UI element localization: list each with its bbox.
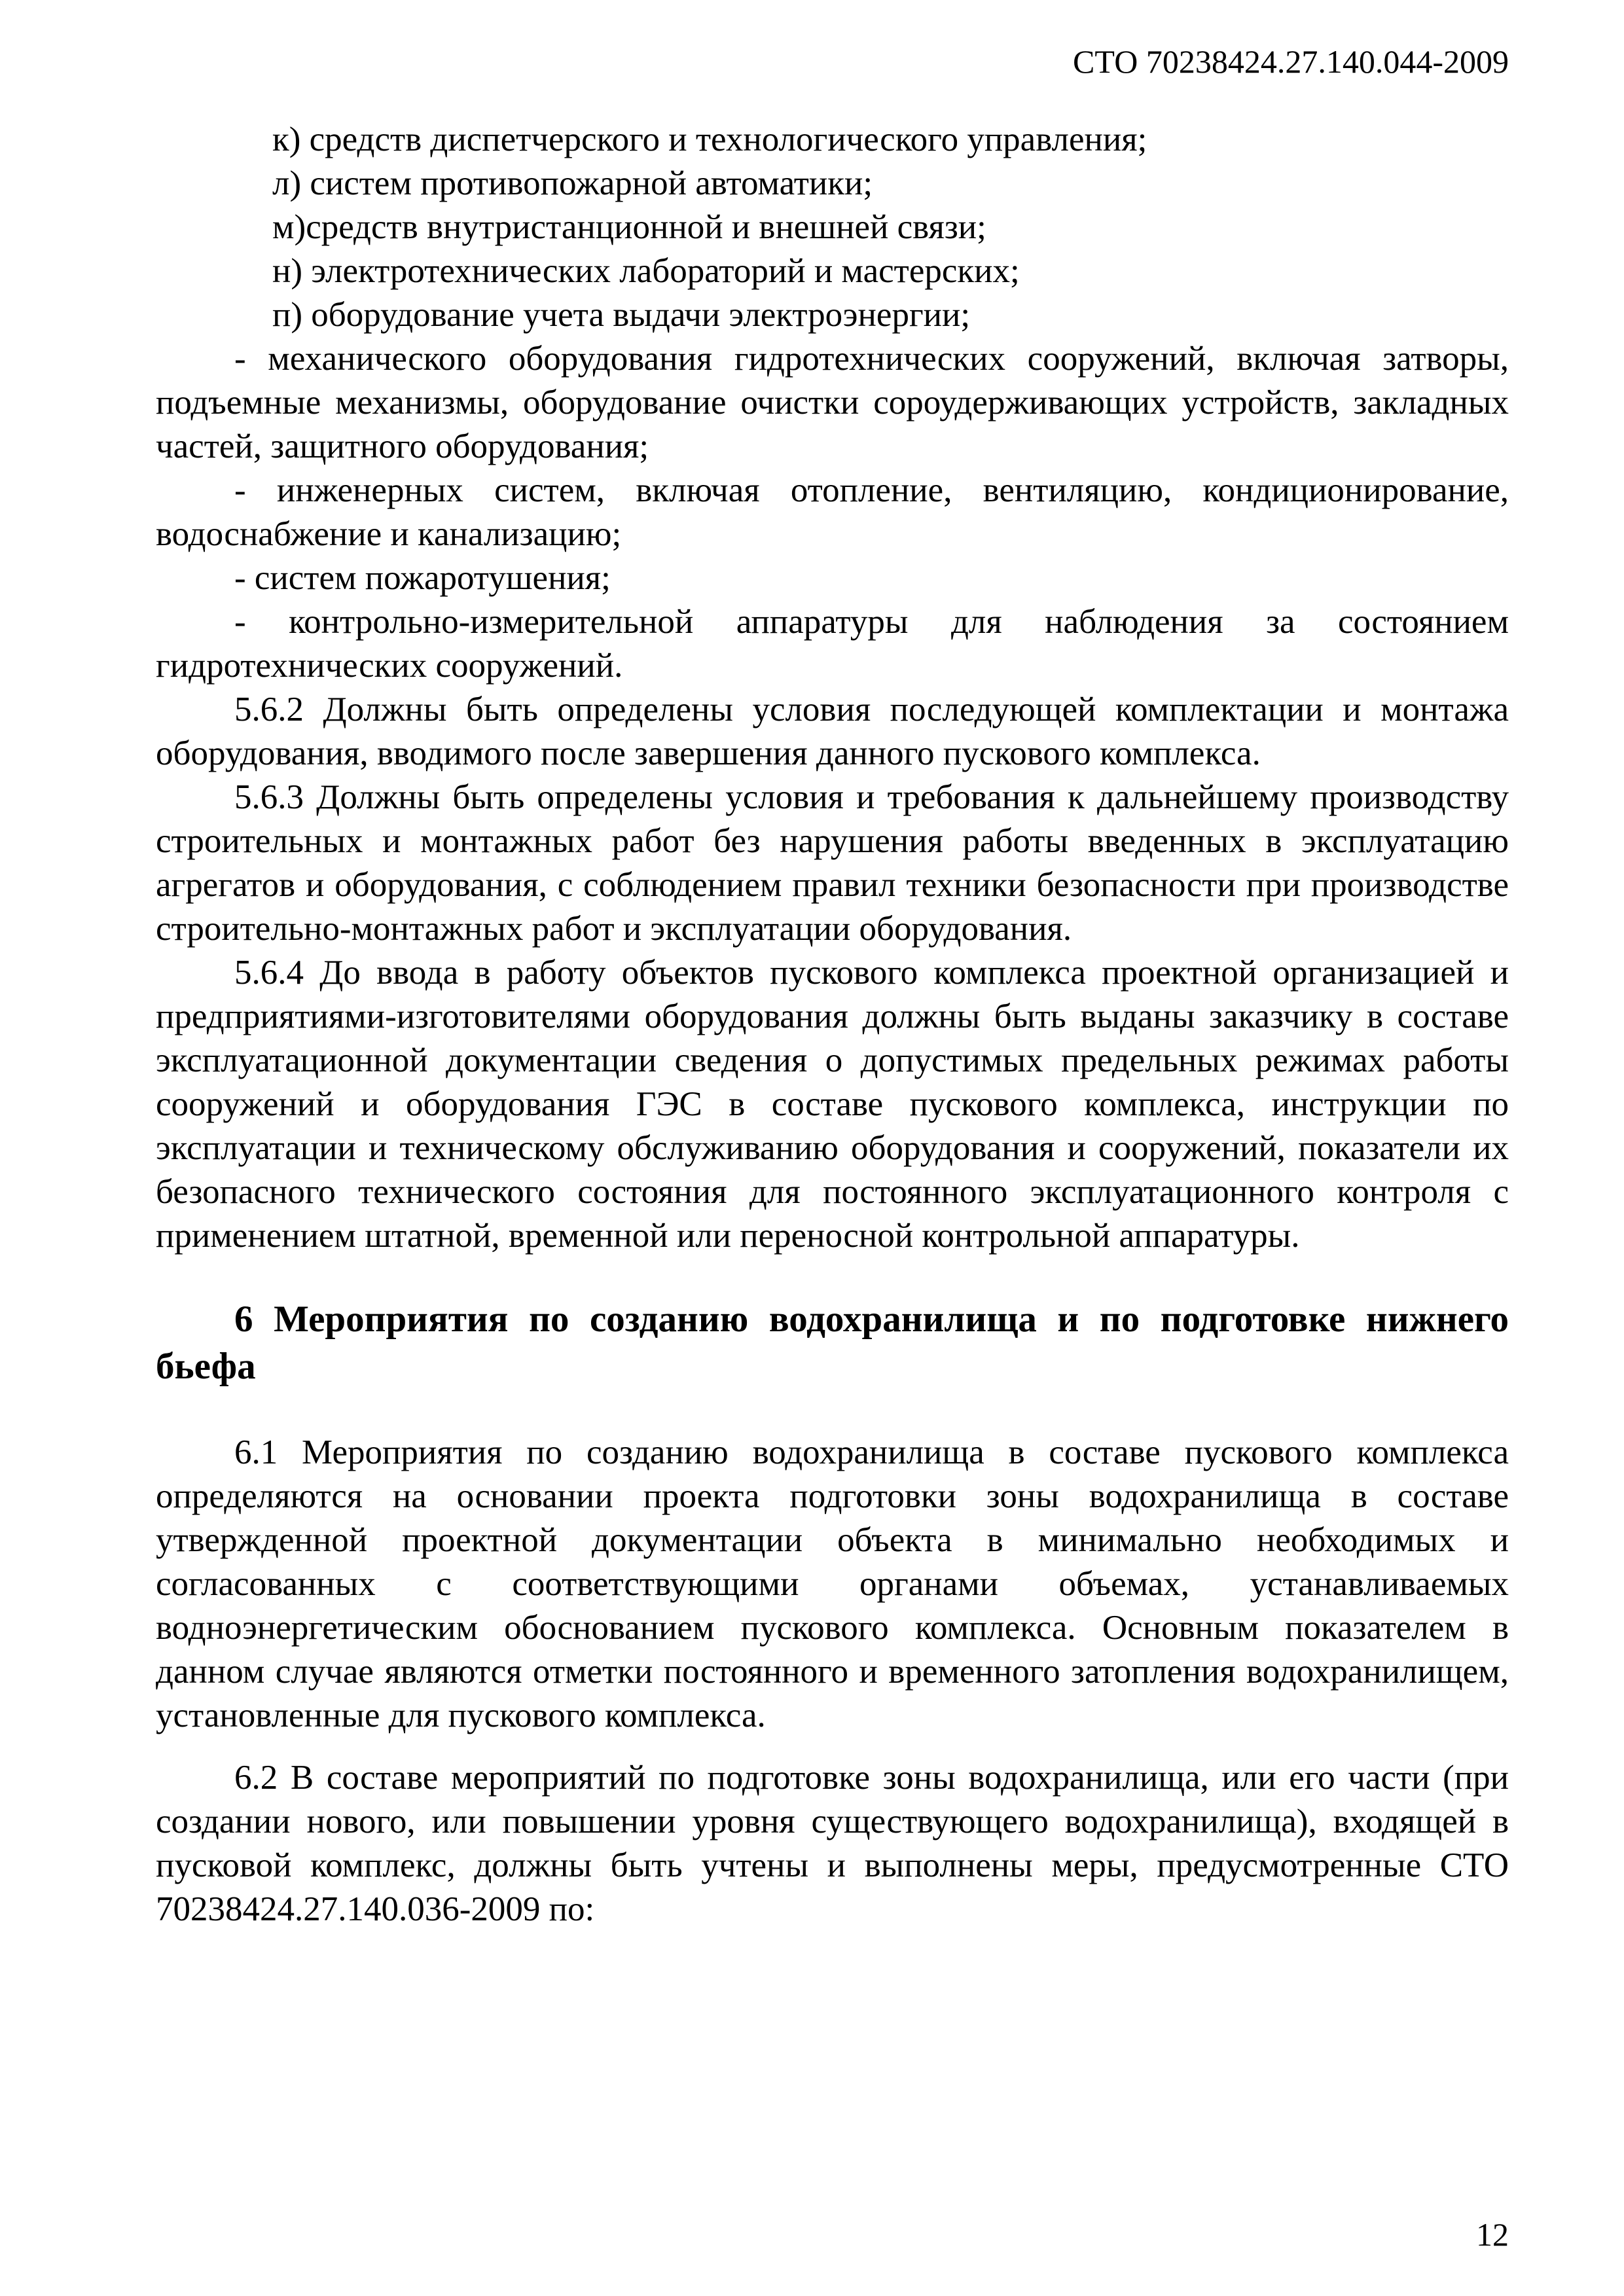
document-body — [156, 118, 1509, 1931]
list-item: л) систем противопожарной автоматики; — [272, 164, 873, 202]
dash-item: - инженерных систем, включая отопление, вентиляцию, кондиционирование, водоснабжение и канализацию; — [156, 471, 1509, 553]
dash-item: - систем пожаротушения; — [234, 559, 611, 597]
list-item: н) электротехнических лабораторий и мастерских; — [272, 252, 1020, 290]
page-number: 12 — [1476, 2216, 1509, 2253]
list-item: к) средств диспетчерского и технологического управления; — [272, 120, 1147, 158]
dash-item: - контрольно-измерительной аппаратуры для наблюдения за состоянием гидротехнических сооружений. — [156, 603, 1509, 685]
clause-5-6-3: 5.6.3 Должны быть определены условия и требования к дальнейшему производству строительных и монтажных работ без нарушения работы введенных в эксплуатацию агрегатов и оборудования, с соблюдением правил техники безопасности при производстве строительно-монтажных работ и эксплуатации оборудования. — [156, 778, 1509, 948]
list-item: м)средств внутристанционной и внешней связи; — [272, 208, 986, 246]
dash-item: - механического оборудования гидротехнических сооружений, включая затворы, подъемные механизмы, оборудование очистки сороудерживающих устройств, закладных частей, защитного оборудования; — [156, 340, 1509, 465]
section-6-heading: 6 Мероприятия по созданию водохранилища и по подготовке нижнего бьефа — [156, 1299, 1509, 1387]
list-item: п) оборудование учета выдачи электроэнергии; — [272, 296, 971, 334]
clause-6-2: 6.2 В составе мероприятий по подготовке зоны водохранилища, или его части (при создании нового, или повышении уровня существующего водохранилища), входящей в пусковой комплекс, должны быть учтены и выполнены меры, предусмотренные СТО 70238424.27.140.036-2009 по: — [156, 1759, 1509, 1928]
document-code-header: СТО 70238424.27.140.044-2009 — [1073, 43, 1509, 80]
clause-6-1: 6.1 Мероприятия по созданию водохранилища в составе пускового комплекса определяются на основании проекта подготовки зоны водохранилища в составе утвержденной проектной документации объекта в минимально необходимых и согласованных с соответствующими органами объемах, устанавливаемых водноэнергетическим обоснованием пускового комплекса. Основным показателем в данном случае являются отметки постоянного и временного затопления водохранилищем, установленные для пускового комплекса. — [156, 1433, 1509, 1734]
clause-5-6-2: 5.6.2 Должны быть определены условия последующей комплектации и монтажа оборудования, вводимого после завершения данного пускового комплекса. — [156, 691, 1509, 772]
clause-5-6-4: 5.6.4 До ввода в работу объектов пускового комплекса проектной организацией и предприятиями-изготовителями оборудования должны быть выданы заказчику в составе эксплуатационной документации сведения о допустимых предельных режимах работы сооружений и оборудования ГЭС в составе пускового комплекса, инструкции по эксплуатации и техническому обслуживанию оборудования и сооружений, показатели их безопасного технического состояния для постоянного эксплуатационного контроля с применением штатной, временной или переносной контрольной аппаратуры. — [156, 954, 1509, 1255]
